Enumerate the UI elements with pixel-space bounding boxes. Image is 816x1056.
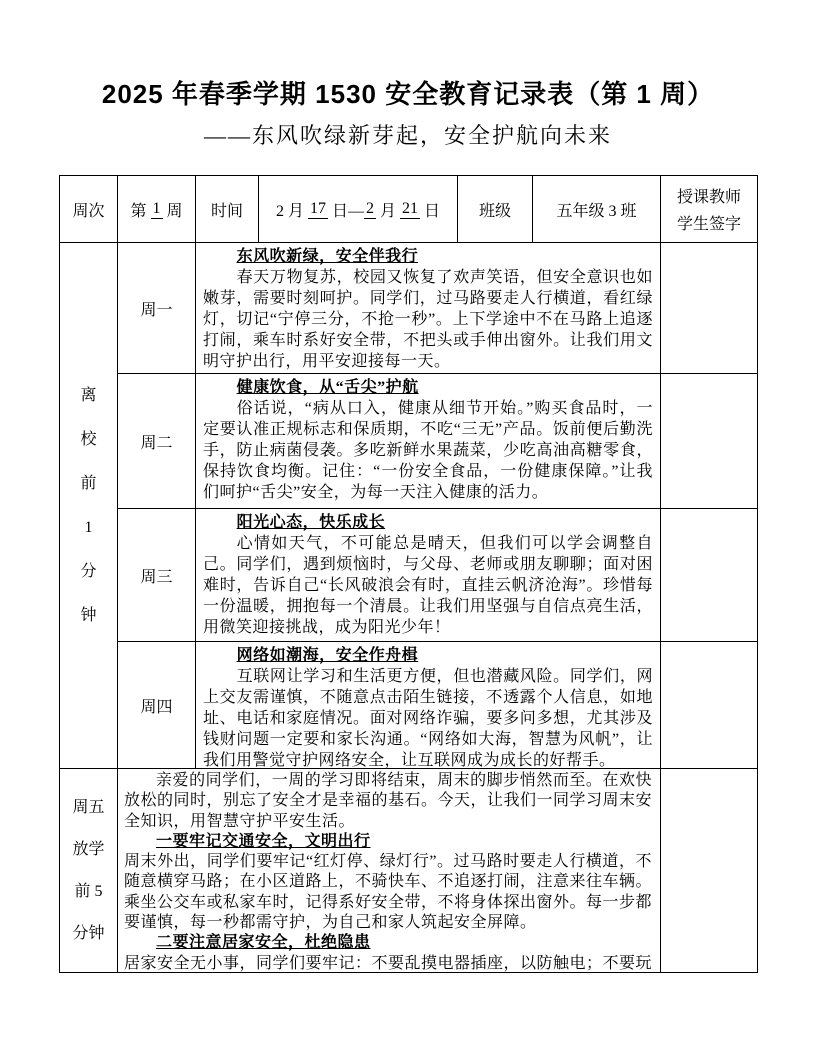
record-table (59, 175, 758, 973)
friday-label-line: 分钟 (72, 924, 105, 942)
signature-cell-wednesday (660, 508, 757, 641)
day-label-friday (59, 768, 117, 972)
left-label-char: 分 (80, 562, 97, 580)
day-content-tuesday (195, 373, 660, 508)
wednesday-topic-body: 心情如天气，不可能总是晴天，但我们可以学会调整自己。同学们，遇到烦恼时，与父母、老师或朋友聊聊；面对困难时，告诉自己“长风破浪会有时，直挂云帆济沧海”。珍惜每一份温暖，拥抱每一个清晨。让我们用坚强与自信点亮生活，用微笑迎接挑战，成为阳光少年！ (203, 535, 653, 636)
header-week-value (117, 175, 195, 242)
monday-topic-body: 春天万物复苏，校园又恢复了欢声笑语，但安全意识也如嫩芽，需要时刻呵护。同学们，过马路要走人行横道，看红绿灯，切记“宁停三分，不抢一秒”。上下学途中不在马路上追逐打闹，乘车时系好安全带，不把头或手伸出窗外。让我们用文明守护出行，用平安迎接每一天。 (203, 269, 653, 370)
date-part: 日 (420, 202, 441, 220)
day-label-wednesday: 周三 (117, 508, 195, 641)
friday-label-line: 前 5 (74, 882, 103, 900)
header-class-label: 班级 (457, 175, 532, 242)
left-label-before-dismissal (59, 242, 117, 768)
date-month-end: 2 (366, 199, 374, 217)
wednesday-topic-title: 阳光心态，快乐成长 (236, 514, 386, 531)
header-class-value: 五年级 3 班 (532, 175, 660, 242)
week-prefix: 第 (130, 202, 151, 220)
header-signature (660, 175, 757, 242)
header-time-label: 时间 (195, 175, 258, 242)
day-label-thursday: 周四 (117, 641, 195, 768)
friday-section2-title: 二要注意居家安全，杜绝隐患 (156, 934, 371, 952)
day-content-friday (117, 768, 660, 972)
friday-section1-body: 周末外出，同学们要牢记“红灯停、绿灯行”。过马路时要走人行横道，不随意横穿马路；在小区道路上，不骑快车、不追逐打闹，注意来往车辆。乘坐公交车或私家车时，记得系好安全带，不将身体探出窗外。每一步都要谨慎，每一秒都需守护，为自己和家人筑起安全屏障。 (124, 853, 653, 932)
thursday-topic-body: 互联网让学习和生活更方便，但也潜藏风险。同学们，网上交友需谨慎，不随意点击陌生链接，不透露个人信息，如地址、电话和家庭情况。面对网络诈骗，要多问多想，尤其涉及钱财问题一定要和家长沟通。“网络如大海，智慧为风帆”，让我们用警觉守护网络安全，让互联网成为成长的好帮手。 (203, 668, 653, 768)
friday-intro: 亲爱的同学们，一周的学习即将结束，周末的脚步悄然而至。在欢快放松的同时，别忘了安全才是幸福的基石。今天，让我们一同学习周末安全知识，用智慧守护平安生活。 (124, 772, 653, 830)
day-label-monday: 周一 (117, 242, 195, 373)
week-number: 1 (152, 199, 161, 217)
header-week-label: 周次 (59, 175, 117, 242)
page-title: 2025 年春季学期 1530 安全教育记录表（第 1 周） (101, 79, 715, 109)
date-day-end: 21 (402, 199, 419, 217)
friday-label-line: 周五 (72, 798, 105, 816)
day-label-tuesday: 周二 (117, 373, 195, 508)
week-suffix: 周 (162, 202, 183, 220)
tuesday-topic-title: 健康饮食，从“舌尖”护航 (236, 379, 419, 396)
left-label-char: 校 (80, 430, 97, 448)
day-content-thursday (195, 641, 660, 768)
signature-line-teacher: 授课教师 (676, 189, 741, 206)
date-part: 2 月 (275, 202, 308, 220)
thursday-topic-title: 网络如潮海，安全作舟楫 (236, 647, 419, 664)
signature-cell-monday (660, 242, 757, 373)
page-subtitle: ——东风吹绿新芽起，安全护航向未来 (203, 123, 612, 148)
date-day-start: 17 (309, 199, 326, 217)
signature-cell-friday (660, 768, 757, 972)
friday-section2-body: 居家安全无小事，同学们要牢记：不要乱摸电器插座，以防触电；不要玩 (124, 954, 653, 972)
monday-topic-title: 东风吹新绿，安全伴我行 (236, 248, 419, 265)
date-part: 月 (376, 202, 401, 220)
signature-line-student: 学生签字 (676, 216, 741, 233)
left-label-char: 钟 (80, 606, 97, 624)
signature-cell-thursday (660, 641, 757, 768)
friday-label-line: 放学 (72, 840, 105, 858)
day-content-monday (195, 242, 660, 373)
friday-section1-title: 一要牢记交通安全，文明出行 (156, 832, 371, 850)
date-part: 日— (327, 202, 364, 220)
left-label-char: 离 (80, 386, 97, 404)
left-label-char: 前 (80, 474, 97, 492)
left-label-char: 1 (84, 518, 93, 536)
day-content-wednesday (195, 508, 660, 641)
header-date-value (258, 175, 457, 242)
tuesday-topic-body: 俗话说，“病从口入，健康从细节开始。”购买食品时，一定要认准正规标志和保质期，不吃“三无”产品。饭前便后勤洗手，防止病菌侵袭。多吃新鲜水果蔬菜，少吃高油高糖零食，保持饮食均衡。记住：“一份安全食品，一份健康保障。”让我们呵护“舌尖”安全，为每一天注入健康的活力。 (203, 400, 653, 501)
signature-cell-tuesday (660, 373, 757, 508)
